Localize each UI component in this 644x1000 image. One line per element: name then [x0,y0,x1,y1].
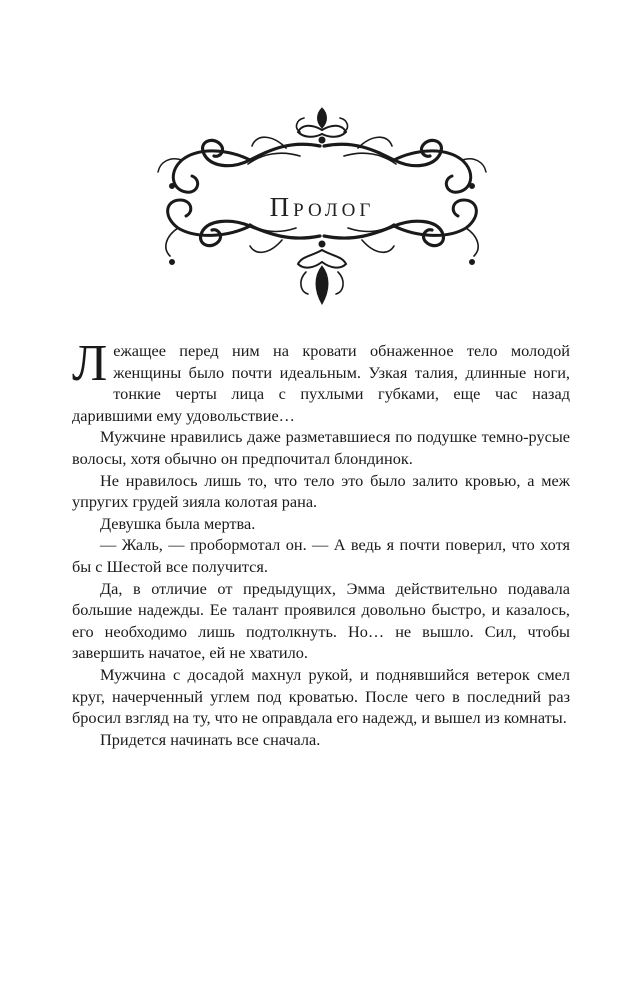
paragraph: Придется начинать все сначала. [100,729,321,749]
paragraph: Не нравилось лишь то, что тело это было залито кровью, а меж упругих грудей зияла колотая рана. [72,470,570,512]
paragraph: Мужчине нравились даже разметавшиеся по подушке темно-русые волосы, хотя обычно он предпочитал блондинок. [72,427,570,468]
drop-cap: Л [72,335,108,392]
top-left-scroll-ornament [158,137,320,192]
paragraph [72,335,570,426]
ornament-frame [0,0,644,330]
top-right-scroll-ornament [324,137,486,192]
chapter-title: Пролог [269,192,375,222]
paragraph-text: ежащее перед ним на кровати обнаженное тело молодой женщины было почти идеальным. Узкая талия, длинные ноги, тонкие черты лица с пухлыми губками, еще час назад дарившими ему удовольствие… [72,341,570,425]
top-finial-ornament [297,108,348,143]
paragraph: Да, в отличие от предыдущих, Эмма действительно подавала большие надежды. Ее талант проявился довольно быстро, и казалось, его необходимо лишь подтолкнуть. Но… не вышло. Сил, чтобы завершить начатое, ей не хватило. [72,578,570,663]
paragraph: Мужчина с досадой махнул рукой, и поднявшийся ветерок смел круг, начерченный углем под кроватью. После чего в последний раз бросил взгляд на ту, что не оправдала его надежд, и вышел из комнаты. [72,664,570,728]
bottom-finial-ornament [298,241,346,304]
body-text [72,335,570,750]
paragraph: — Жаль, — пробормотал он. — А ведь я почти поверил, что хотя бы с Шестой все получится. [72,535,570,576]
paragraph: Девушка была мертва. [100,513,256,533]
